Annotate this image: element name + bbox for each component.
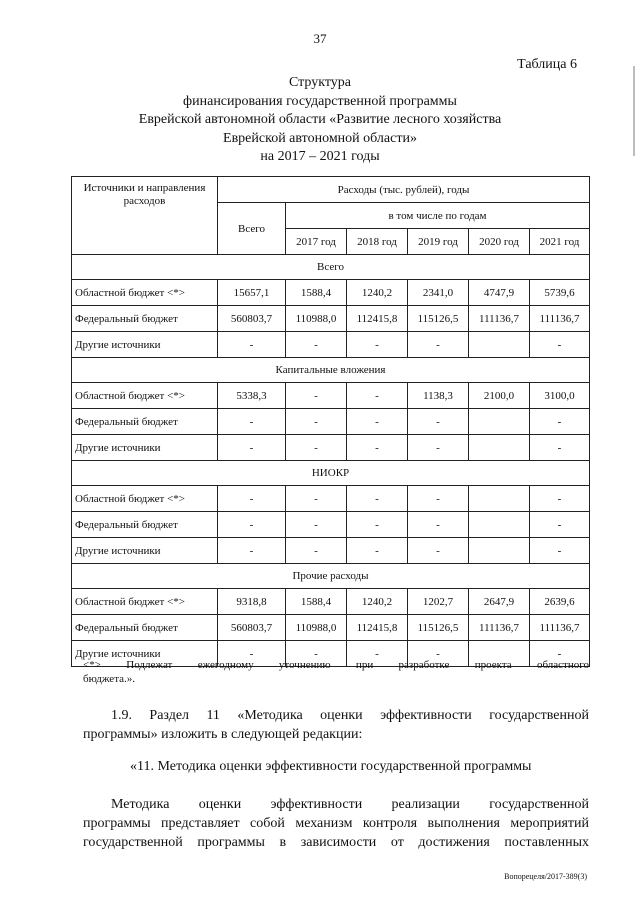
cell-year	[469, 332, 530, 358]
cell-year	[469, 409, 530, 435]
cell-year: -	[530, 409, 590, 435]
paragraph-line: программы» изложить в следующей редакции:	[83, 727, 363, 742]
cell-year: 112415,8	[347, 306, 408, 332]
cell-year: -	[347, 641, 408, 667]
cell-total: -	[218, 332, 286, 358]
cell-year: 4747,9	[469, 280, 530, 306]
table-label: Таблица 6	[517, 57, 577, 72]
cell-year: 111136,7	[469, 306, 530, 332]
cell-total: -	[218, 512, 286, 538]
section-title: Капитальные вложения	[72, 358, 590, 383]
header-year: 2021 год	[530, 229, 590, 255]
table-row	[72, 383, 590, 409]
cell-year: -	[286, 641, 347, 667]
cell-year: 112415,8	[347, 615, 408, 641]
cell-year: -	[347, 512, 408, 538]
cell-year: 1240,2	[347, 280, 408, 306]
cell-year: 110988,0	[286, 615, 347, 641]
cell-year	[469, 512, 530, 538]
cell-year: -	[408, 641, 469, 667]
row-label: Другие источники	[72, 332, 218, 358]
cell-year: -	[347, 409, 408, 435]
table-title	[0, 74, 640, 167]
cell-year: 1588,4	[286, 280, 347, 306]
section-row	[72, 564, 590, 589]
row-label: Другие источники	[72, 538, 218, 564]
cell-year: -	[286, 332, 347, 358]
cell-total: -	[218, 486, 286, 512]
table-row	[72, 512, 590, 538]
cell-year: 115126,5	[408, 306, 469, 332]
row-label: Федеральный бюджет	[72, 306, 218, 332]
document-stamp: Вопорецеля/2017-389(3)	[504, 872, 587, 881]
cell-year: -	[408, 486, 469, 512]
cell-year: -	[286, 409, 347, 435]
row-label: Другие источники	[72, 435, 218, 461]
cell-year: 2647,9	[469, 589, 530, 615]
cell-year: -	[530, 332, 590, 358]
cell-year	[469, 538, 530, 564]
header-total: Всего	[218, 203, 286, 255]
paragraph-line: программы представляет собой механизм контроля выполнения мероприятий	[83, 816, 589, 831]
title-line: финансирования государственной программы	[183, 93, 457, 109]
cell-year: 115126,5	[408, 615, 469, 641]
cell-total: -	[218, 538, 286, 564]
table-row	[72, 435, 590, 461]
title-line: на 2017 – 2021 годы	[260, 149, 380, 164]
table-row	[72, 332, 590, 358]
row-label: Областной бюджет <*>	[72, 383, 218, 409]
section-title: НИОКР	[72, 461, 590, 486]
table-row	[72, 589, 590, 615]
table-row	[72, 306, 590, 332]
footnote-continuation: бюджета.».	[83, 673, 136, 685]
cell-total: 560803,7	[218, 615, 286, 641]
cell-year: -	[286, 538, 347, 564]
cell-year: -	[408, 435, 469, 461]
page-number: 37	[313, 31, 327, 46]
header-row	[72, 177, 590, 203]
header-year: 2018 год	[347, 229, 408, 255]
table-row	[72, 486, 590, 512]
row-label: Областной бюджет <*>	[72, 589, 218, 615]
cell-year: -	[347, 486, 408, 512]
cell-year: 111136,7	[469, 615, 530, 641]
cell-year: -	[347, 435, 408, 461]
cell-year: 2100,0	[469, 383, 530, 409]
cell-total: 9318,8	[218, 589, 286, 615]
section-row	[72, 461, 590, 486]
header-year: 2017 год	[286, 229, 347, 255]
cell-year: 111136,7	[530, 615, 590, 641]
table-row	[72, 280, 590, 306]
row-label: Федеральный бюджет	[72, 409, 218, 435]
cell-year: -	[286, 383, 347, 409]
cell-total: 560803,7	[218, 306, 286, 332]
cell-year: -	[530, 486, 590, 512]
paragraph-1-9	[83, 706, 589, 744]
cell-year: 1240,2	[347, 589, 408, 615]
cell-total: -	[218, 435, 286, 461]
section-title: Прочие расходы	[72, 564, 590, 589]
table-row	[72, 409, 590, 435]
paragraph-line: 1.9. Раздел 11 «Методика оценки эффективности государственной	[111, 708, 589, 723]
footnote: <*> Подлежат ежегодному уточнению при разработке проекта областного	[83, 659, 589, 671]
cell-year: 110988,0	[286, 306, 347, 332]
table-row	[72, 615, 590, 641]
cell-year: -	[347, 538, 408, 564]
title-line: Еврейской автономной области»	[223, 130, 417, 146]
cell-year: 1138,3	[408, 383, 469, 409]
row-label: Федеральный бюджет	[72, 512, 218, 538]
header-expenses: Расходы (тыс. рублей), годы	[218, 177, 590, 203]
cell-total: 15657,1	[218, 280, 286, 306]
header-year: 2020 год	[469, 229, 530, 255]
header-year: 2019 год	[408, 229, 469, 255]
header-including: в том числе по годам	[286, 203, 590, 229]
cell-year: -	[286, 512, 347, 538]
header-sources: Источники и направления расходов	[72, 177, 218, 255]
cell-year: 1202,7	[408, 589, 469, 615]
financing-table	[71, 176, 590, 667]
cell-year: -	[347, 383, 408, 409]
cell-total: -	[218, 409, 286, 435]
cell-year: 111136,7	[530, 306, 590, 332]
row-label: Областной бюджет <*>	[72, 486, 218, 512]
title-line: Еврейской автономной области «Развитие лесного хозяйства	[138, 112, 502, 127]
section-row	[72, 255, 590, 280]
cell-year: -	[408, 538, 469, 564]
cell-year	[469, 486, 530, 512]
cell-year: -	[286, 435, 347, 461]
cell-year: -	[530, 512, 590, 538]
cell-year	[469, 435, 530, 461]
cell-year: -	[530, 538, 590, 564]
cell-year: 1588,4	[286, 589, 347, 615]
section-row	[72, 358, 590, 383]
cell-total: 5338,3	[218, 383, 286, 409]
paragraph-line: государственной программы в зависимости от достижения поставленных	[83, 835, 589, 850]
cell-year: 2639,6	[530, 589, 590, 615]
table-row	[72, 538, 590, 564]
paragraph-methodology	[83, 795, 589, 852]
cell-year: -	[530, 435, 590, 461]
cell-year: -	[347, 332, 408, 358]
cell-year: -	[286, 486, 347, 512]
paragraph-line: Методика оценки эффективности реализации государственной	[111, 797, 589, 812]
row-label: Областной бюджет <*>	[72, 280, 218, 306]
row-label: Другие источники	[72, 641, 218, 667]
title-line: Структура	[288, 75, 352, 90]
cell-total: -	[218, 641, 286, 667]
row-label: Федеральный бюджет	[72, 615, 218, 641]
cell-year: -	[408, 409, 469, 435]
cell-year: -	[408, 512, 469, 538]
cell-year: -	[530, 641, 590, 667]
cell-year: 3100,0	[530, 383, 590, 409]
section-title: Всего	[72, 255, 590, 280]
section-heading: «11. Методика оценки эффективности государственной программы	[130, 759, 532, 774]
cell-year: 2341,0	[408, 280, 469, 306]
cell-year: 5739,6	[530, 280, 590, 306]
cell-year: -	[408, 332, 469, 358]
